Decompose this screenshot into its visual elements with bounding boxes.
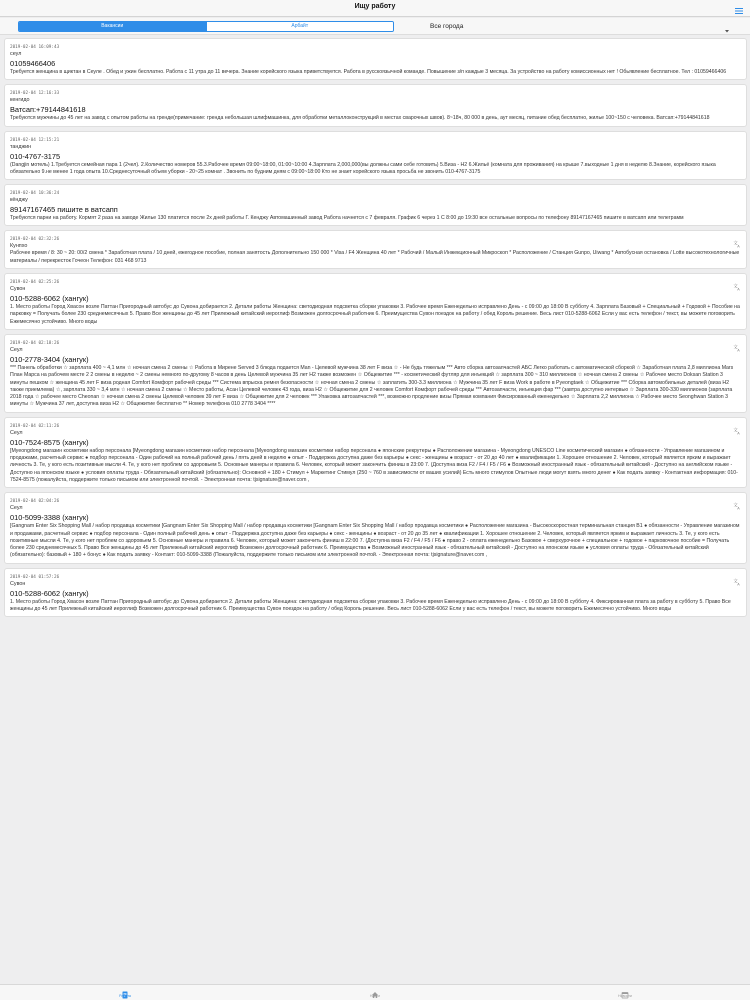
svg-text:文: 文 <box>733 241 738 247</box>
listing-city: танджин <box>10 143 32 150</box>
listing-city: Сувон <box>10 286 26 293</box>
svg-text:文: 文 <box>733 503 738 509</box>
translate-icon[interactable] <box>733 235 741 249</box>
svg-text:A: A <box>737 431 740 435</box>
listing-description: [Gangnam Enter Six Shopping Mall / набор продавца косметики [Gangnam Enter Six Shopping Mall / набор продавца косметики [Gangnam Enter Six Shopping Mall / набор продавца косметики ● Расположение магазина - Высокоскоростная терминальная станция B1 ● обязанности - Управление магазином и продажами, расчетный сервис ● подбор персонала - Один полный рабочий день ● опыт - Поддержка доступна даже без карьеры ● секс - женщины ● возраст - от 20 до 35 лет ● квалификации 1. Хорошее отношение 2. Человек, который является ярким и выражает личность 3. Те, у кого есть позитивные мысли 4. Те, у кого нет проблем со здоровьем 5. Основные манеры и правила 6. Человек, который может закончить финиш в 22:00 7. (Доступна виза F2 / F4 / F5 / F6 ● право 2 - оплата еженедельно Базовое + сверхурочное + специальное + годовое + парковочное пособие = Получать более 230 среднемесячных 5. Право Все женщины до 45 лет Прилежный китайский иероглиф Возможен долгосрочный работник 6. Преимущества ● Возможный иностранный язык - обязательный китайский - Доступно на японском языке ● условия оплаты труда - Обязательный китайский (обязательно): базовый + 180 + бонус ● Как подать заявку - Контакт: 010-5099-3388 (Пожалуйста, поддержите только письмом или электронной почтой. - Электронная почта: tjsignature@naver.com , <box>10 523 740 559</box>
tab-bar <box>0 984 750 1000</box>
page-title: Ищу работу <box>354 3 396 10</box>
listing-timestamp: 2019-02-04 02:04:26 <box>10 499 60 505</box>
listing-description: Требуются парни на работу. Кормят 2 раза на заводе Жилье 130 платится после 2х дней работы Г. Кенджу Автомашинный завод Работа начнется с 7 февраля. График 6 через 1 С 8:00 до 19:30 все остальные вопросы по телефону 89147167465 пишите в ватсапп или телеграмм <box>10 215 684 222</box>
listing-contact: 010-5099-3388 (хангук) <box>10 513 89 523</box>
listing-city: кенгидо <box>10 97 30 104</box>
listing-timestamp: 2019-02-04 10:36:24 <box>10 191 60 197</box>
svg-text:文: 文 <box>733 428 738 434</box>
tab-work[interactable] <box>0 985 250 1000</box>
listing-description: (Dangjin мотель) 1.Требуется семейная пара 1 (2чел). 2.Количество номеров 55.3.Рабочее время 09:00~18:00, 01:00~10:00 4.Зарплата 2,000,000(вы должны сами себе готовить) 5.Виза - H2 6.Жильё (комната для проживания) на крыше 7.выходные 1 дня в неделю 8.Знание, корейского языка обязательно 9.не менее 1 года опыта 10.Среднесуточный объем уборки - 20~25 комнат . Звонить по будним дням с 09:00~18:00 Кто не знает корейского языка просьба не звонить 010-4767-3175 <box>10 161 716 175</box>
svg-text:文: 文 <box>733 284 738 290</box>
home-icon <box>371 986 379 994</box>
listing-timestamp: 2019-02-04 16:09:43 <box>10 45 60 50</box>
listing-card[interactable] <box>4 131 747 181</box>
listing-card[interactable] <box>4 334 747 413</box>
calendar-icon <box>621 986 629 994</box>
city-select[interactable] <box>428 21 733 32</box>
listing-city: Сеул <box>10 505 23 512</box>
listing-card[interactable] <box>4 84 747 126</box>
listing-card[interactable] <box>4 568 747 618</box>
segment-vacancies[interactable]: Вакансии <box>19 22 206 31</box>
navigation-bar <box>0 0 750 17</box>
listing-card[interactable] <box>4 417 747 488</box>
listing-feed <box>4 38 747 621</box>
listing-contact: 01059466406 <box>10 59 56 68</box>
listing-contact: 010-5288-6062 (хангук) <box>10 588 89 598</box>
listing-city: Сувон <box>10 580 26 587</box>
listing-city: Сеул <box>10 346 23 353</box>
listing-contact: 89147167465 пишите в ватсапп <box>10 205 118 215</box>
segment-arbeit[interactable]: Арбайт <box>206 22 394 31</box>
listing-description: Требуется женщина в щиктан в Сеуле . Обед и ужин бесплатно. Работа с 11 утра до 11 вечера. Знание корейского языка приветствуется. Работа в русскоязычной команде. Повышение з/п каждые 3 месяца. За устройство на работу комиссионных нет ! Обьявление бесплатное. Тел : 01059466406 <box>10 69 727 75</box>
listing-description: Рабочее время / 8: 30 ~ 20: 00/2 смена * Заработная плата / 10 дней, ежегодное пособие, полная занятость Дополнительно 150 000 * Visa / F4 Женщина 40 лет * Рабочий / Малый Инжекционный Микроскоп * Расположение / Станция Gunpo, Uiwang * Автобусная остановка / Lotte высокотехнологичные материалы / перекресток Гочеон Телефон: 031 468 9713 <box>10 250 740 264</box>
listing-description: 1. Место работы Город Хвасон возле Паттан Пригородный автобус до Сувона добирается 2. Детали работы Женщина: светодиодная подсветка сборки упаковки 3. Рабочее время Еженедельно исправлено День - с 09:00 до 18:00 В субботу 4. Фиксированная плата за работу в субботу 5. Право Все женщины до 45 лет Прилежный китайский иероглиф Возможен долгосрочный работник 6. Преимущества Сувон поездок на работу / обед Король решение. Весь лист 010-5288-6062 Если у вас есть телефон / текст, вы можете поговорить Ежемесячно устойчиво. Много воды <box>10 598 731 613</box>
listing-contact: Ватсап:+79144841618 <box>10 105 86 115</box>
listing-description: [Myeongdong магазин косметики набор персонала [Myeongdong магазин косметики набор персонала [Myeongdong магазин косметики набор персонала ● японские рекрутеры ● Расположение магазина - Myeongdong UNESCO Line косметический магазин ● обязанности - Управление магазином и продажами, расчетный сервис ● подбор персонала - Один рабочий на полный рабочий день / пять дней в неделю ● опыт - Поддержка доступна даже без карьеры ● секс - женщины ● возраст - от 20 до 40 лет ● квалификации 1. Хорошее отношение 2. Человек, который является ярким и выражает личность 3. Те, у кого есть позитивные мысли 4. Те, у кого нет проблем со здоровьем 5. Основные манеры и правила 6. Человек, который может закончить финиш в 23:00 7. (Доступна виза F2 / F4 / F5 / F6 ● Возможный иностранный язык - обязательный китайский - Доступно на английском языке - Доступно на японском языке ● условия оплаты труда - Обязательный китайский (обязательно): Основной + 180 + Стимул + Маркетинг Стимул (250 ~ 760 в зависимости от ваших усилий) Есть много стимулов Опытные люди могут взять много денег ● Как подать заявку - Контактная информация: 010-7524-8575 (пожалуйста, поддержите только письмом или электронной почтой. - Электронная почта: tjsignature@naver.com , <box>10 447 738 483</box>
listing-card[interactable] <box>4 184 747 226</box>
listing-contact: 010-2778-3404 (хангук) <box>10 354 89 364</box>
listing-card[interactable] <box>4 38 747 80</box>
listing-timestamp: 2019-02-04 01:57:26 <box>10 574 60 580</box>
translate-icon[interactable] <box>733 278 741 292</box>
listing-description: Требуются мужчины до 45 лет на завод с опытом работы на гренде(примечание: гренда небольшая шлифмашинка, для обработки металлоконструкций в местах сварочных швов). 8~18ч, 80 000 в день, аут месяц, питание обед бесплатно, жилье 100~150 с человека. Ватсап:+79144841618 <box>10 115 710 122</box>
svg-text:文: 文 <box>733 579 738 585</box>
listing-timestamp: 2019-02-04 02:18:26 <box>10 340 60 346</box>
listing-timestamp: 2019-02-04 12:15:21 <box>10 137 60 143</box>
tab-work-label: Работа <box>119 994 131 998</box>
svg-text:A: A <box>737 506 740 511</box>
listing-contact: 010-5288-6062 (хангук) <box>10 294 89 304</box>
caret-down-icon <box>723 22 731 30</box>
tab-find-label: Найти <box>369 994 381 998</box>
listing-contact: 010-4767-3175 <box>10 151 61 161</box>
listing-timestamp: 2019-02-04 02:11:26 <box>10 423 60 429</box>
filter-bar <box>0 18 750 35</box>
listing-card[interactable] <box>4 273 747 330</box>
tab-find[interactable] <box>250 985 500 1000</box>
listing-city: Кунпхо <box>10 243 28 250</box>
listing-description: *** Панель обработки ☆ зарплата 400 ~ 4,1 млн ☆ ночная смена 2 смены ☆ Работа в Мирене Served 3 блюда подается Man - Целевой мужчина 38 лет F виза ☆ - Не будь тяжелым *** Авто сборка автозапчастей АБС Легко работать с автоматической сборкой ☆ Заработная плата 2,8 миллиона Mars План Марса на рабочем месте 2 2 смены в неделю ~ 2 смены немного по-другому 8 часов в день Целевой мужчина 35 лет H2 также возможен ☆ Общежитие *** - косметический футляр для инъекций ☆ зарплата 300 ~ 310 миллионов ☆ ночная смена 2 смены ☆ Рабочее место Doksan Station 3 минуты пешком ☆ женщина 45 лет F виза родная Comfort Комфорт рабочей среды *** Система впрыска ремня безопасности ☆ ночная смена 2 смены ☆ заплатить 300-3.3 миллиона ☆ Мужчина 35 лет F виза Work в работе в Pyeongtaek ☆ Общежитие *** Сборка автомобильных деталей (виза H2 также приемлема) ☆, зарплата 330 ~ 3,4 млн ☆ ночная смена 2 смены ☆ Место работы, Асан Целевой человек 43 года, виза H2 ☆ Общежитие для 2 человек Comfort Комфорт рабочей среды *** Автозапчасти, инъекция фар *** (завтра доступно интервью ☆ Зарплата 300-330 миллионов (зарплата 2018 года ☆ рабочее место Cheonan ☆ ночная смена 2 смены Целевой человек 39 лет F виза ☆ Общежитие для 2 человек *** Упаковка автозапчастей ***, возможно продление визы Прямая компания Фиксированный еженедельно ☆ Зарплата 2,2 миллиона ☆ Рабочее место Seonghwan Station 3 минуты ☆ Мужчина 37 лет, доступна виза H2 ☆ Общежитие бесплатно ** Номер телефона 010 2778 3404 **** <box>10 364 734 408</box>
menu-icon[interactable] <box>734 3 744 13</box>
listing-card[interactable] <box>4 492 747 563</box>
translate-icon[interactable] <box>733 339 741 352</box>
listing-timestamp: 2019-02-04 02:32:26 <box>10 237 60 243</box>
svg-text:A: A <box>737 245 740 249</box>
listing-timestamp: 2019-02-04 02:25:26 <box>10 280 60 286</box>
tab-news[interactable] <box>500 985 750 1000</box>
svg-text:文: 文 <box>733 345 738 351</box>
svg-text:A: A <box>737 348 740 352</box>
listing-contact: 010-7524-8575 (хангук) <box>10 437 89 447</box>
listing-description: 1. Место работы Город Хвасон возле Паттан Пригородный автобус до Сувона добирается 2. Детали работы Женщина: светодиодная подсветка сборки упаковки 3. Рабочее время Еженедельно исправлено День - с 09:00 до 18:00 В субботу 4. Зарплата Базовый + Специальный + Годовой + Пособие на парковку = Получать более 230 среднемесячных 5. Право Все женщины до 45 лет Прилежный китайский иероглиф Возможен долгосрочный работник 6. Преимущества Сувон поездок на работу / обед Король решение. Весь лист 010-5288-6062 Если у вас есть телефон / текст, вы можете поговорить Ежемесячно устойчиво. Много воды <box>10 304 740 325</box>
category-segmented-control <box>18 21 394 32</box>
svg-text:A: A <box>737 287 740 292</box>
listing-city: сеул <box>10 51 22 57</box>
tab-news-label: Новости <box>618 994 632 998</box>
translate-icon[interactable] <box>733 497 741 511</box>
translate-icon[interactable] <box>733 573 741 586</box>
listing-card[interactable] <box>4 230 747 269</box>
translate-icon[interactable] <box>733 422 741 435</box>
listing-timestamp: 2019-02-04 12:16:33 <box>10 91 60 97</box>
listing-city: кёнджу <box>10 197 28 204</box>
work-icon <box>121 986 129 994</box>
city-select-label: Все города <box>430 23 464 30</box>
listing-city: Сеул <box>10 429 23 436</box>
svg-text:A: A <box>737 582 740 586</box>
